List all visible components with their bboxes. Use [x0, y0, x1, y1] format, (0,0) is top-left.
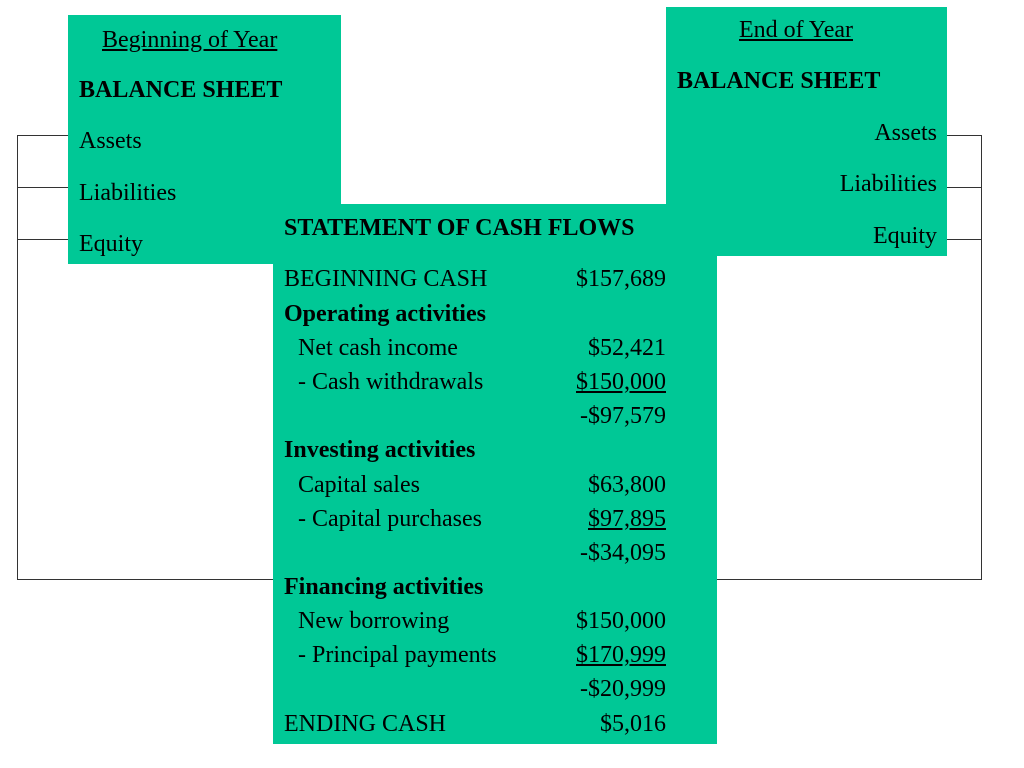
operating-line1-label: Net cash income [298, 335, 458, 361]
financing-heading: Financing activities [284, 574, 484, 600]
ending-liabilities: Liabilities [839, 171, 937, 197]
ending-equity: Equity [873, 223, 937, 249]
financing-net: -$20,999 [580, 676, 666, 702]
connector-right-assets [947, 135, 982, 136]
beginning-equity: Equity [79, 231, 143, 257]
ending-assets: Assets [874, 120, 937, 146]
operating-line2-label: - Cash withdrawals [298, 369, 484, 395]
connector-left-equity [17, 239, 68, 240]
financing-line1-label: New borrowing [298, 608, 450, 634]
operating-net: -$97,579 [580, 403, 666, 429]
cash-flow-title: STATEMENT OF CASH FLOWS [284, 215, 635, 241]
investing-line2-value: $97,895 [588, 506, 666, 532]
ending-cash-value: $5,016 [600, 711, 666, 737]
investing-net: -$34,095 [580, 540, 666, 566]
investing-line2-label: - Capital purchases [298, 506, 482, 532]
ending-heading: End of Year [739, 17, 853, 43]
investing-heading: Investing activities [284, 437, 476, 463]
cash-flow-statement [273, 204, 717, 744]
operating-line2-value: $150,000 [576, 369, 666, 395]
ending-title: BALANCE SHEET [677, 68, 881, 94]
connector-right-liabilities [947, 187, 982, 188]
connector-left-liabilities [17, 187, 68, 188]
beginning-cash-label: BEGINNING CASH [284, 266, 488, 292]
beginning-title: BALANCE SHEET [79, 77, 283, 103]
beginning-heading: Beginning of Year [102, 27, 278, 53]
connector-left-bottom [17, 579, 273, 580]
connector-right-vertical [981, 135, 982, 580]
operating-line1-value: $52,421 [588, 335, 666, 361]
beginning-liabilities: Liabilities [79, 180, 177, 206]
connector-left-assets [17, 135, 68, 136]
connector-right-bottom [717, 579, 982, 580]
financing-line2-value: $170,999 [576, 642, 666, 668]
beginning-assets: Assets [79, 128, 142, 154]
ending-cash-label: ENDING CASH [284, 711, 446, 737]
connector-right-equity [947, 239, 982, 240]
investing-line1-value: $63,800 [588, 472, 666, 498]
connector-left-vertical [17, 135, 18, 580]
financing-line2-label: - Principal payments [298, 642, 497, 668]
operating-heading: Operating activities [284, 301, 486, 327]
investing-line1-label: Capital sales [298, 472, 420, 498]
beginning-cash-value: $157,689 [576, 266, 666, 292]
financing-line1-value: $150,000 [576, 608, 666, 634]
